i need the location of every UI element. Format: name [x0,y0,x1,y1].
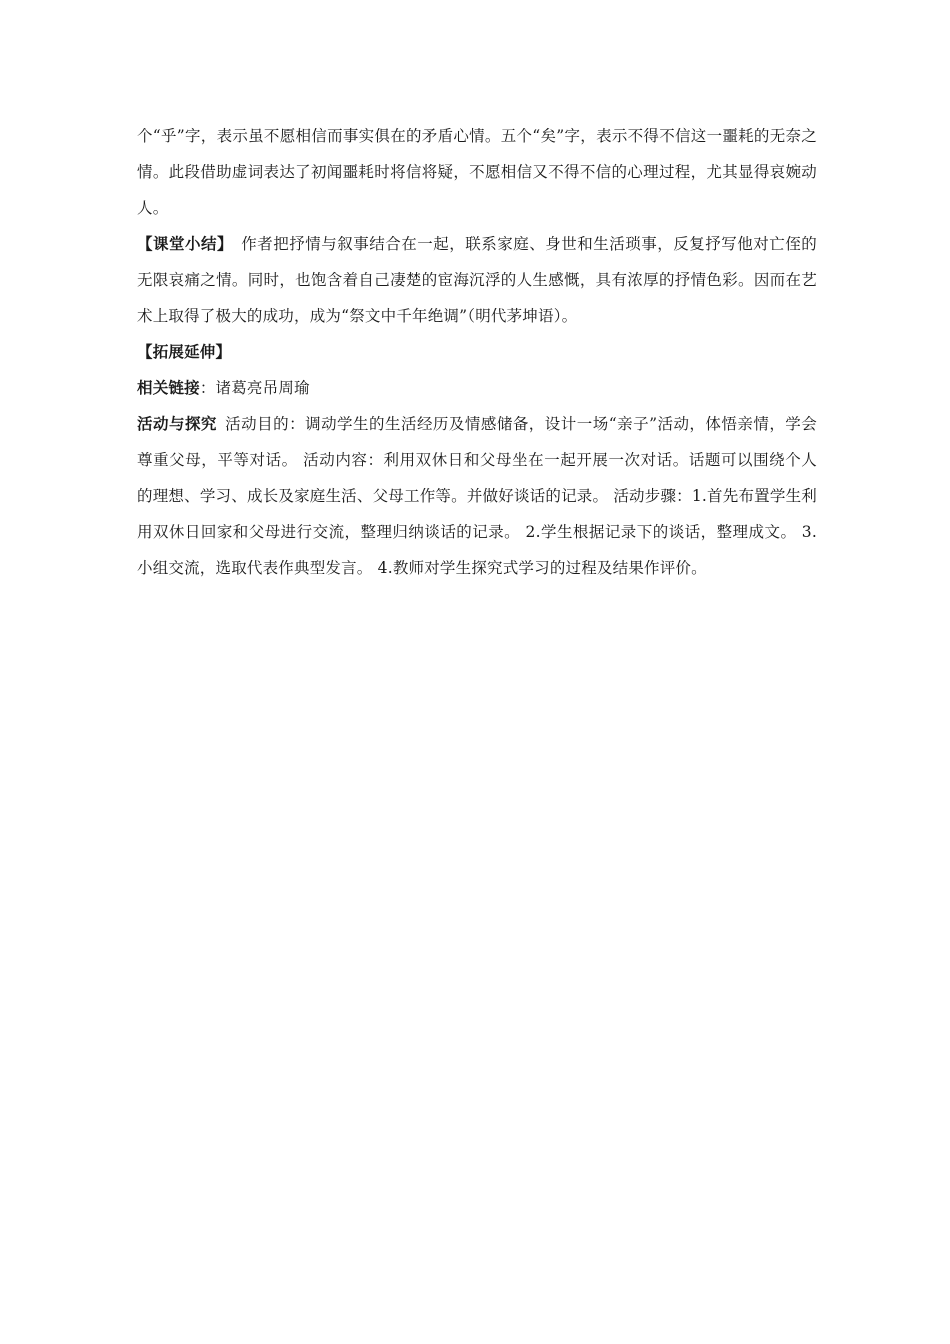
summary-label: 【课堂小结】 [137,235,233,253]
activity-label: 活动与探究 [137,415,217,433]
document-page [137,118,817,586]
links-colon: ： [199,379,216,397]
activity-text: 活动目的：调动学生的生活经历及情感储备，设计一场“亲子”活动，体悟亲情，学会尊重父母，平等对话。 活动内容：利用双休日和父母坐在一起开展一次对话。话题可以围绕个人的理想、学习、成长及家庭生活、父母工作等。并做好谈话的记录。 活动步骤：1.首先布置学生利用双休日回家和父母进行交流，整理归纳谈话的记录。 2.学生根据记录下的谈话，整理成文。 3.小组交流，选取代表作典型发言。 4.教师对学生探究式学习的过程及结果作评价。 [137,415,817,577]
intro-text: 个“乎”字，表示虽不愿相信而事实俱在的矛盾心情。五个“矣”字，表示不得不信这一噩耗的无奈之情。此段借助虚词表达了初闻噩耗时将信将疑，不愿相信又不得不信的心理过程，尤其显得哀婉动人。 [137,127,817,217]
paragraph-links [137,370,817,406]
links-label: 相关链接 [137,379,200,397]
paragraph-activity [137,406,817,586]
paragraph-extension [137,334,817,370]
paragraph-intro [137,118,817,226]
summary-text: 作者把抒情与叙事结合在一起，联系家庭、身世和生活琐事，反复抒写他对亡侄的无限哀痛之情。同时，也饱含着自己凄楚的宦海沉浮的人生感慨，具有浓厚的抒情色彩。因而在艺术上取得了极大的成功，成为“祭文中千年绝调”（明代茅坤语）。 [137,235,817,325]
paragraph-summary [137,226,817,334]
links-text: 诸葛亮吊周瑜 [215,379,310,397]
extension-label: 【拓展延伸】 [137,343,232,361]
